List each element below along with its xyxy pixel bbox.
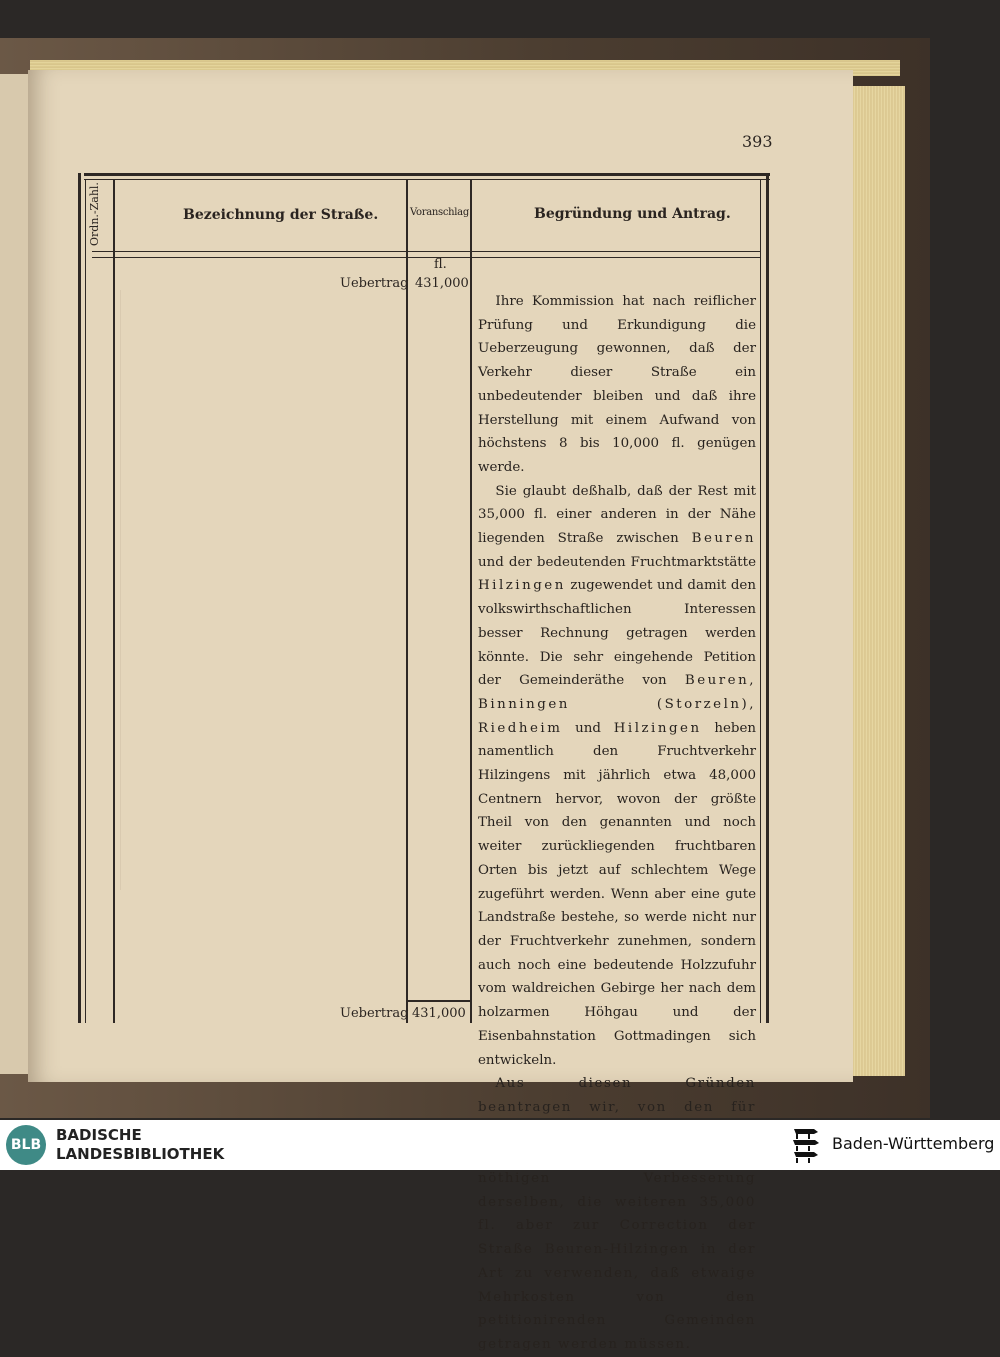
table-left-border-thin <box>85 180 86 1023</box>
header-bezeichnung: Bezeichnung der Straße. <box>183 207 379 223</box>
sum-rule <box>408 1000 470 1002</box>
p2-text-c: zugewendet und damit den volkswirthschaftlichen Interessen besser Rechnung getragen werden könnte. Die sehr eingehende Petition der Gemeinderäthe von <box>478 578 756 689</box>
paragraph-3: Aus diesen Gründen beantragen wir, von den für nöthigen Verbesserung derselben, die weiteren 35,000 fl. aber zur Correction der Straße Beuren-Hilzingen in der Art zu verwenden, daß etwaige Mehrkosten von den petitionirenden Gemeinden getragen werden müssen. <box>478 1076 756 1352</box>
header-voranschlag: Voranschlag <box>410 207 469 218</box>
page-number: 393 <box>742 132 773 151</box>
unit-label: fl. <box>434 257 447 272</box>
table-right-border <box>766 173 769 1023</box>
paragraph-2 <box>478 480 756 1073</box>
table-right-border-thin <box>760 180 761 1023</box>
header-ordn-zahl: Ordn.-Zahl. <box>88 182 101 246</box>
bw-lions-icon <box>790 1125 822 1165</box>
p2-hilzingen-2: Hilzingen <box>613 720 702 736</box>
blb-name-line2: LANDESBIBLIOTHEK <box>56 1145 225 1163</box>
table-top-rule-thin <box>84 179 770 180</box>
p2-hilzingen: Hilzingen <box>478 578 566 594</box>
paragraph-1: Ihre Kommission hat nach reiflicher Prüfung und Erkundigung die Ueberzeugung gewonnen, daß der Verkehr dieser Straße ein unbedeutender bleiben und daß ihre Herstellung mit einem Aufwand von höchstens 8 bis 10,000 fl. genügen werde. <box>478 294 756 475</box>
col-sep-bezeichnung <box>406 180 408 1023</box>
table-top-rule <box>84 173 770 176</box>
col-sep-voranschlag <box>470 180 472 1023</box>
show-through <box>120 290 400 890</box>
blb-logo-icon[interactable]: BLB <box>6 1125 46 1165</box>
bw-name[interactable]: Baden-Württemberg <box>832 1134 995 1153</box>
p2-beuren: Beuren <box>691 531 756 547</box>
left-page <box>0 74 30 1074</box>
header-begruendung: Begründung und Antrag. <box>534 206 731 222</box>
uebertrag-bottom-label: Uebertrag <box>340 1006 409 1021</box>
p2-text-d: heben namentlich den Fruchtverkehr Hilzingens mit jährlich etwa 48,000 Centnern hervor, wovon der größte Theil von den genannten und noch weiter zurückliegenden fruchtbaren Orten bis jetzt auf schlechtem Wege zugeführt werden. Wenn aber eine gute Landstraße bestehe, so werde nicht nur der Fruchtverkehr zunehmen, sondern auch noch eine bedeutende Holzzufuhr vom waldreichen Gebirge her nach dem holzarmen Höhgau und der Eisenbahnstation Gottmadingen sich entwickeln. <box>478 720 757 1068</box>
book-page-edges <box>853 86 905 1076</box>
begruendung-text <box>478 290 756 1357</box>
uebertrag-bottom-value: 431,000 <box>412 1006 466 1021</box>
p2-places: Beuren, Binningen (Storzeln), Riedheim <box>478 673 756 736</box>
header-rule-2 <box>92 257 760 258</box>
blb-name[interactable] <box>56 1126 224 1164</box>
header-rule <box>92 251 760 252</box>
p2-und: und <box>575 720 601 736</box>
table-left-border <box>78 173 81 1023</box>
blb-name-line1: BADISCHE <box>56 1126 142 1144</box>
uebertrag-top-value: 431,000 <box>415 276 469 291</box>
uebertrag-top-label: Uebertrag <box>340 276 409 291</box>
p2-text-a: Sie glaubt deßhalb, daß der Rest mit 35,000 fl. einer anderen in der Nähe liegenden Straße zwischen <box>478 483 756 547</box>
p2-text-b: und der bedeutenden Fruchtmarktstätte <box>478 554 756 570</box>
col-sep-ordn <box>113 180 115 1023</box>
